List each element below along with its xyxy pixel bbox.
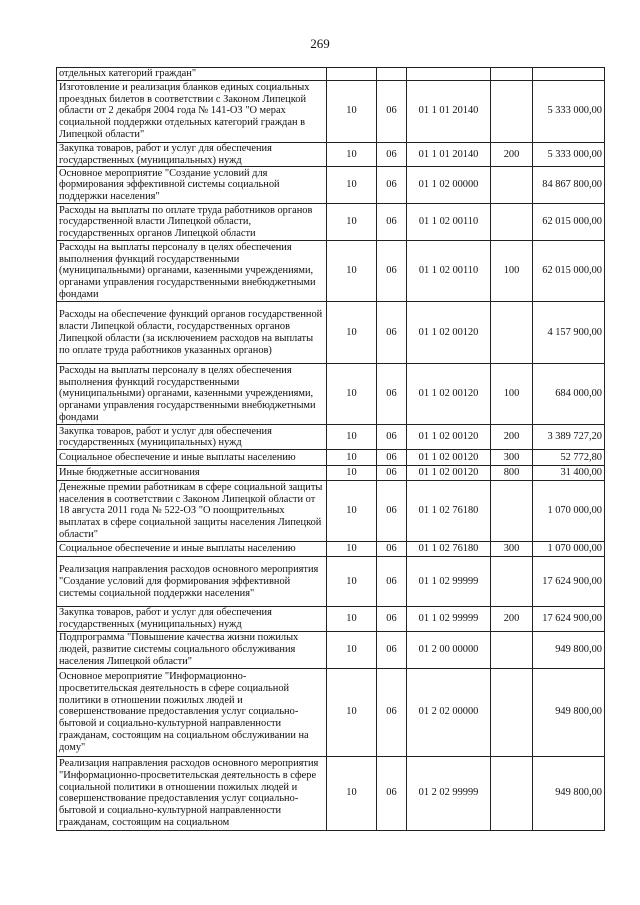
row-subsection: 06 — [377, 466, 407, 481]
row-amount: 31 400,00 — [533, 466, 605, 481]
table-row — [57, 167, 605, 204]
row-amount: 949 800,00 — [533, 756, 605, 830]
row-amount: 5 333 000,00 — [533, 142, 605, 167]
row-expense-type — [491, 631, 533, 668]
row-name: Реализация направления расходов основного мероприятия "Создание условий для формирования эффективной системы социальной поддержки населения" — [57, 557, 327, 607]
row-target-article: 01 1 01 20140 — [407, 80, 491, 142]
row-section: 10 — [327, 607, 377, 632]
row-section: 10 — [327, 302, 377, 364]
row-amount: 84 867 800,00 — [533, 167, 605, 204]
row-target-article: 01 1 02 00120 — [407, 302, 491, 364]
row-expense-type: 200 — [491, 607, 533, 632]
row-subsection: 06 — [377, 668, 407, 756]
row-name: отдельных категорий граждан" — [57, 68, 327, 81]
table-row — [57, 481, 605, 542]
row-name: Расходы на выплаты по оплате труда работников органов государственной власти Липецкой области, государственных органов Липецкой области — [57, 204, 327, 241]
row-name: Иные бюджетные ассигнования — [57, 466, 327, 481]
row-subsection: 06 — [377, 167, 407, 204]
row-amount: 5 333 000,00 — [533, 80, 605, 142]
row-target-article: 01 1 02 76180 — [407, 481, 491, 542]
table-row — [57, 142, 605, 167]
row-subsection: 06 — [377, 756, 407, 830]
row-section: 10 — [327, 241, 377, 302]
row-name: Расходы на выплаты персоналу в целях обеспечения выполнения функций государственными (муниципальными) органами, казенными учреждениями, органами управления государственными внебюджетными фондами — [57, 241, 327, 302]
row-subsection: 06 — [377, 631, 407, 668]
row-target-article: 01 1 02 99999 — [407, 607, 491, 632]
row-subsection: 06 — [377, 542, 407, 557]
row-expense-type — [491, 204, 533, 241]
row-section: 10 — [327, 542, 377, 557]
table-row — [57, 302, 605, 364]
row-expense-type — [491, 668, 533, 756]
row-expense-type — [491, 80, 533, 142]
row-name: Расходы на выплаты персоналу в целях обеспечения выполнения функций государственными (муниципальными) органами, казенными учреждениями, органами управления государственными внебюджетными фондами — [57, 364, 327, 425]
row-expense-type: 300 — [491, 542, 533, 557]
table-row — [57, 425, 605, 450]
row-section: 10 — [327, 364, 377, 425]
row-expense-type: 200 — [491, 142, 533, 167]
row-target-article: 01 2 00 00000 — [407, 631, 491, 668]
row-target-article: 01 1 02 00110 — [407, 241, 491, 302]
row-name: Основное мероприятие "Создание условий для формирования эффективной системы социальной поддержки населения" — [57, 167, 327, 204]
row-subsection: 06 — [377, 481, 407, 542]
budget-table — [56, 67, 605, 831]
row-name: Основное мероприятие "Информационно-просветительская деятельность в сфере социальной политики в отношении пожилых людей и совершенствование предоставления услуг социально-бытовой и социально-культурной направленности гражданам, состоящим на социальном обслуживании на дому" — [57, 668, 327, 756]
table-row — [57, 241, 605, 302]
row-amount: 3 389 727,20 — [533, 425, 605, 450]
row-name: Закупка товаров, работ и услуг для обеспечения государственных (муниципальных) нужд — [57, 142, 327, 167]
row-amount: 17 624 900,00 — [533, 557, 605, 607]
table-row — [57, 466, 605, 481]
row-amount: 1 070 000,00 — [533, 542, 605, 557]
table-row — [57, 204, 605, 241]
row-amount: 62 015 000,00 — [533, 241, 605, 302]
row-name: Денежные премии работникам в сфере социальной защиты населения в соответствии с Законом Липецкой области от 18 августа 2011 года № 522-ОЗ "О поощрительных выплатах в сфере социальной защиты населения Липецкой области" — [57, 481, 327, 542]
row-target-article: 01 1 02 00120 — [407, 425, 491, 450]
table-row — [57, 631, 605, 668]
row-expense-type: 300 — [491, 450, 533, 466]
row-target-article: 01 1 02 76180 — [407, 542, 491, 557]
row-amount: 949 800,00 — [533, 668, 605, 756]
row-amount: 62 015 000,00 — [533, 204, 605, 241]
row-subsection — [377, 68, 407, 81]
row-expense-type: 800 — [491, 466, 533, 481]
row-amount: 52 772,80 — [533, 450, 605, 466]
row-target-article: 01 1 02 00000 — [407, 167, 491, 204]
row-name: Подпрограмма "Повышение качества жизни пожилых людей, развитие системы социального обслуживания населения Липецкой области" — [57, 631, 327, 668]
row-expense-type: 100 — [491, 241, 533, 302]
row-amount: 949 800,00 — [533, 631, 605, 668]
row-target-article: 01 2 02 00000 — [407, 668, 491, 756]
table-row — [57, 450, 605, 466]
row-section: 10 — [327, 557, 377, 607]
row-amount: 4 157 900,00 — [533, 302, 605, 364]
row-subsection: 06 — [377, 557, 407, 607]
table-row — [57, 80, 605, 142]
row-section: 10 — [327, 481, 377, 542]
row-name: Социальное обеспечение и иные выплаты населению — [57, 542, 327, 557]
row-expense-type — [491, 481, 533, 542]
row-name: Расходы на обеспечение функций органов государственной власти Липецкой области, государственных органов Липецкой области (за исключением расходов на выплаты по оплате труда работников указанных органов) — [57, 302, 327, 364]
row-amount: 684 000,00 — [533, 364, 605, 425]
row-expense-type — [491, 557, 533, 607]
row-expense-type: 200 — [491, 425, 533, 450]
row-expense-type — [491, 302, 533, 364]
row-section: 10 — [327, 142, 377, 167]
row-subsection: 06 — [377, 450, 407, 466]
row-target-article: 01 2 02 99999 — [407, 756, 491, 830]
page-number: 269 — [310, 36, 330, 51]
row-target-article: 01 1 02 00120 — [407, 450, 491, 466]
row-section: 10 — [327, 425, 377, 450]
row-subsection: 06 — [377, 607, 407, 632]
row-subsection: 06 — [377, 241, 407, 302]
table-row — [57, 364, 605, 425]
table-row — [57, 607, 605, 632]
row-name: Социальное обеспечение и иные выплаты населению — [57, 450, 327, 466]
row-expense-type: 100 — [491, 364, 533, 425]
row-name: Закупка товаров, работ и услуг для обеспечения государственных (муниципальных) нужд — [57, 607, 327, 632]
row-section: 10 — [327, 466, 377, 481]
row-name: Реализация направления расходов основного мероприятия "Информационно-просветительская деятельность в сфере социальной политики в отношении пожилых людей и совершенствование предоставления услуг социально-бытовой и социально-культурной направленности гражданам, состоящим на социальном — [57, 756, 327, 830]
row-section: 10 — [327, 167, 377, 204]
row-target-article: 01 1 02 00110 — [407, 204, 491, 241]
row-section — [327, 68, 377, 81]
table-row — [57, 557, 605, 607]
row-section: 10 — [327, 204, 377, 241]
row-target-article: 01 1 02 99999 — [407, 557, 491, 607]
row-section: 10 — [327, 450, 377, 466]
row-target-article: 01 1 01 20140 — [407, 142, 491, 167]
row-amount: 17 624 900,00 — [533, 607, 605, 632]
table-row — [57, 542, 605, 557]
row-subsection: 06 — [377, 364, 407, 425]
row-target-article: 01 1 02 00120 — [407, 466, 491, 481]
row-expense-type — [491, 756, 533, 830]
row-amount — [533, 68, 605, 81]
table-row — [57, 756, 605, 830]
table-row — [57, 668, 605, 756]
row-expense-type — [491, 68, 533, 81]
row-subsection: 06 — [377, 302, 407, 364]
row-target-article — [407, 68, 491, 81]
row-subsection: 06 — [377, 425, 407, 450]
row-subsection: 06 — [377, 80, 407, 142]
row-amount: 1 070 000,00 — [533, 481, 605, 542]
row-section: 10 — [327, 80, 377, 142]
row-name: Закупка товаров, работ и услуг для обеспечения государственных (муниципальных) нужд — [57, 425, 327, 450]
row-subsection: 06 — [377, 204, 407, 241]
row-section: 10 — [327, 756, 377, 830]
row-expense-type — [491, 167, 533, 204]
table-row — [57, 68, 605, 81]
row-section: 10 — [327, 631, 377, 668]
row-subsection: 06 — [377, 142, 407, 167]
row-section: 10 — [327, 668, 377, 756]
row-target-article: 01 1 02 00120 — [407, 364, 491, 425]
row-name: Изготовление и реализация бланков единых социальных проездных билетов в соответствии с Законом Липецкой области от 2 декабря 2004 года № 141-ОЗ "О мерах социальной поддержки отдельных категорий граждан в Липецкой области" — [57, 80, 327, 142]
